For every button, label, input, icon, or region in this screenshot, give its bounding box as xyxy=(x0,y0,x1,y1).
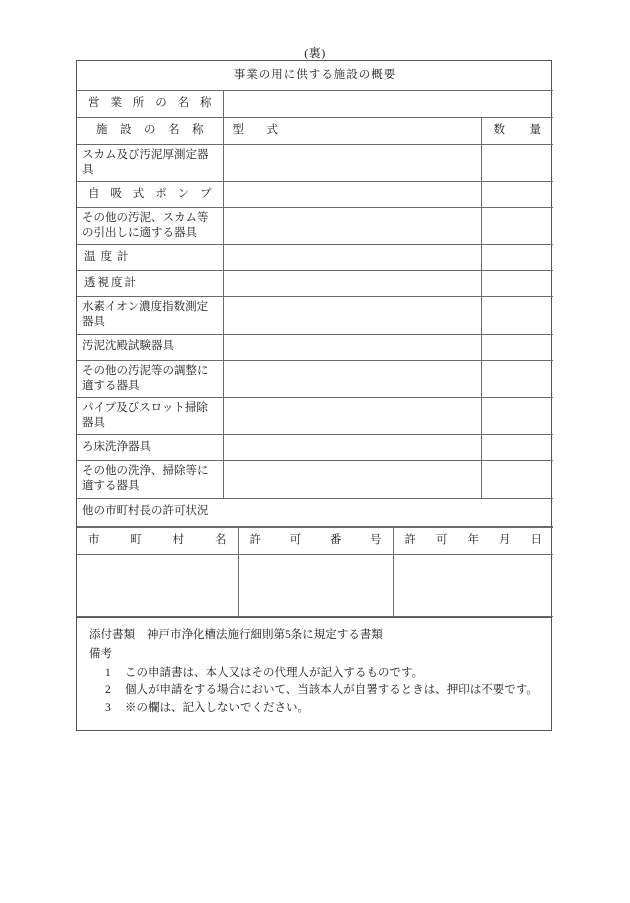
facility-name-cell: その他の洗浄、掃除等に適する器具 xyxy=(77,461,223,498)
form-title-row xyxy=(77,61,553,90)
table-row xyxy=(77,461,553,498)
facility-type-cell[interactable] xyxy=(223,144,481,181)
facility-quantity-cell[interactable] xyxy=(481,360,553,397)
remarks-list xyxy=(89,665,539,718)
remarks-label: 備考 xyxy=(89,647,112,660)
facility-name-cell: 汚泥沈殿試験器具 xyxy=(77,334,223,360)
permit-section-title-row xyxy=(77,498,553,526)
facility-quantity-cell[interactable] xyxy=(481,435,553,461)
column-header-permit-number: 許可番号 xyxy=(238,527,393,554)
facility-overview-table xyxy=(77,61,553,527)
office-name-label: 営業所の名称 xyxy=(77,90,223,117)
attachment-label: 添付書類 xyxy=(89,629,135,641)
table-row xyxy=(77,245,553,271)
facility-name-cell: パイプ及びスロット掃除器具 xyxy=(77,397,223,434)
column-header-city: 市町村名 xyxy=(77,527,238,554)
permit-date-input[interactable] xyxy=(393,554,553,616)
remark-number: 3 xyxy=(105,702,111,715)
facility-type-cell[interactable] xyxy=(223,271,481,297)
table-row xyxy=(77,435,553,461)
facility-name-cell: 温度計 xyxy=(77,245,223,271)
facility-type-cell[interactable] xyxy=(223,435,481,461)
attachment-text: 神戸市浄化槽法施行細則第5条に規定する書類 xyxy=(147,629,383,641)
facility-type-cell[interactable] xyxy=(223,207,481,244)
column-header-permit-date: 許可年月日 xyxy=(393,527,553,554)
table-row xyxy=(77,144,553,181)
facility-name-cell: ろ床洗浄器具 xyxy=(77,435,223,461)
facility-quantity-cell[interactable] xyxy=(481,181,553,207)
permit-entry-row xyxy=(77,554,553,616)
remark-number: 1 xyxy=(105,666,111,679)
facility-type-cell[interactable] xyxy=(223,181,481,207)
notes-section xyxy=(76,618,552,731)
table-row xyxy=(77,297,553,334)
list-item xyxy=(105,665,539,683)
facility-type-cell[interactable] xyxy=(223,461,481,498)
remark-text: ※の欄は、記入しないでください。 xyxy=(125,702,309,715)
facility-type-cell[interactable] xyxy=(223,245,481,271)
permit-header-row xyxy=(77,527,553,554)
facility-name-cell: その他の汚泥等の調整に適する器具 xyxy=(77,360,223,397)
permit-section-title: 他の市町村長の許可状況 xyxy=(77,498,553,526)
office-name-input[interactable] xyxy=(223,90,553,117)
table-row xyxy=(77,334,553,360)
page-title: 事業の用に供する施設の概要 xyxy=(77,61,553,90)
column-header-quantity: 数量 xyxy=(481,117,553,144)
permit-city-input[interactable] xyxy=(77,554,238,616)
page-side-marker: (裏) xyxy=(304,46,326,60)
table-row xyxy=(77,181,553,207)
office-name-row xyxy=(77,90,553,117)
facility-name-cell: 透視度計 xyxy=(77,271,223,297)
facility-quantity-cell[interactable] xyxy=(481,397,553,434)
permit-table xyxy=(77,527,553,617)
facility-quantity-cell[interactable] xyxy=(481,245,553,271)
facility-type-cell[interactable] xyxy=(223,360,481,397)
facility-quantity-cell[interactable] xyxy=(481,271,553,297)
permit-table-body xyxy=(77,527,553,616)
facility-quantity-cell[interactable] xyxy=(481,297,553,334)
facility-name-cell: 自吸式ポンプ xyxy=(77,181,223,207)
facility-quantity-cell[interactable] xyxy=(481,144,553,181)
column-header-facility-name: 施設の名称 xyxy=(77,117,223,144)
facility-name-cell: その他の汚泥、スカム等の引出しに適する器具 xyxy=(77,207,223,244)
facility-type-cell[interactable] xyxy=(223,397,481,434)
permit-number-input[interactable] xyxy=(238,554,393,616)
remark-text: この申請書は、本人又はその代理人が記入するものです。 xyxy=(125,666,424,679)
table-row xyxy=(77,207,553,244)
facility-quantity-cell[interactable] xyxy=(481,334,553,360)
facility-name-cell: 水素イオン濃度指数測定器具 xyxy=(77,297,223,334)
remark-number: 2 xyxy=(105,684,111,697)
list-item xyxy=(105,682,539,700)
list-item xyxy=(105,700,539,718)
table-row xyxy=(77,360,553,397)
facility-type-cell[interactable] xyxy=(223,297,481,334)
facility-overview-form xyxy=(76,60,552,618)
facility-table-body xyxy=(77,61,553,526)
facility-quantity-cell[interactable] xyxy=(481,207,553,244)
facility-type-cell[interactable] xyxy=(223,334,481,360)
table-row xyxy=(77,397,553,434)
facility-header-row xyxy=(77,117,553,144)
facility-name-cell: スカム及び汚泥厚測定器具 xyxy=(77,144,223,181)
facility-quantity-cell[interactable] xyxy=(481,461,553,498)
remark-text: 個人が申請をする場合において、当該本人が自署するときは、押印は不要です。 xyxy=(125,684,538,697)
attachment-line xyxy=(89,627,539,645)
table-row xyxy=(77,271,553,297)
column-header-type: 型 式 xyxy=(223,117,481,144)
